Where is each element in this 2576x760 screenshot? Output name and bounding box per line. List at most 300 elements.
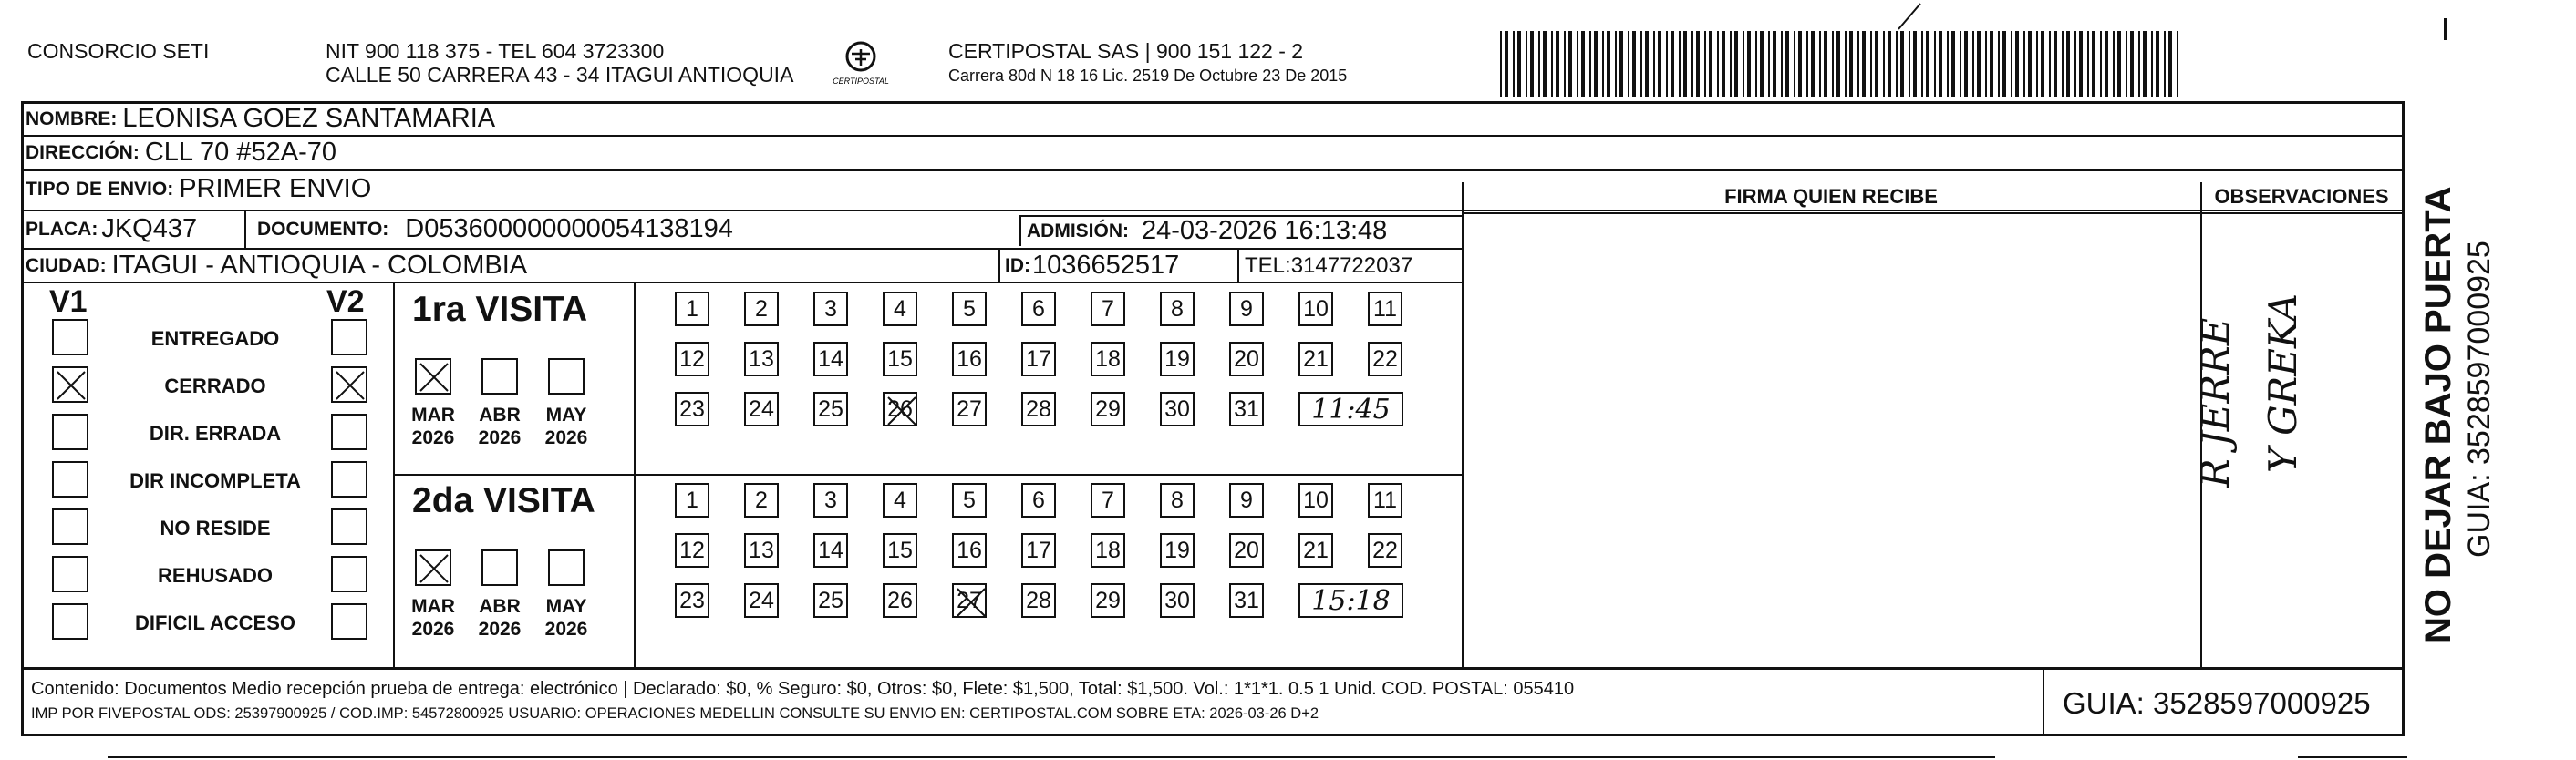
- day-box[interactable]: [1229, 533, 1264, 568]
- corner-mark: [2444, 18, 2447, 40]
- day-number: 14: [818, 537, 843, 563]
- barcode-bar: [1773, 31, 1776, 97]
- license-line: Carrera 80d N 18 16 Lic. 2519 De Octubre 23 De 2015: [948, 67, 1348, 85]
- day-number: 19: [1164, 537, 1190, 563]
- barcode-bar: [1513, 31, 1515, 97]
- side-guia: GUIA: 3528597000925: [2462, 241, 2497, 558]
- day-box[interactable]: [1298, 292, 1333, 326]
- day-number: 25: [818, 395, 843, 422]
- day-number: 23: [679, 587, 705, 613]
- barcode-bar: [1683, 31, 1687, 97]
- day-box[interactable]: [744, 292, 779, 326]
- day-box[interactable]: [952, 533, 987, 568]
- v2-header: V2: [326, 284, 365, 319]
- barcode-bar: [1960, 31, 1961, 97]
- day-number: 1: [686, 295, 698, 322]
- x-mark-icon: [886, 395, 917, 426]
- barcode-bar: [2036, 31, 2038, 97]
- day-box[interactable]: [1091, 392, 1125, 426]
- barcode-bar: [1517, 31, 1521, 97]
- side-warning: NO DEJAR BAJO PUERTA: [2418, 186, 2458, 643]
- barcode-bar: [1743, 31, 1744, 97]
- barcode-bar: [2054, 31, 2057, 97]
- month-checkbox[interactable]: [548, 549, 585, 586]
- ciudad-label: CIUDAD:: [26, 254, 107, 276]
- barcode-bar: [1896, 31, 1898, 97]
- barcode-bar: [1602, 31, 1604, 97]
- day-box[interactable]: [1298, 533, 1333, 568]
- barcode-bar: [1556, 31, 1559, 97]
- x-mark-icon: [419, 362, 450, 393]
- barcode-bar: [1615, 31, 1617, 97]
- day-number: 14: [818, 345, 843, 372]
- barcode-bar: [1717, 31, 1719, 97]
- direccion-label: DIRECCIÓN:: [26, 141, 140, 163]
- barcode-bar: [1875, 31, 1878, 97]
- day-box[interactable]: [1160, 342, 1195, 376]
- day-number: 20: [1234, 345, 1259, 372]
- day-box[interactable]: [1160, 483, 1195, 518]
- time-box[interactable]: [1298, 583, 1403, 618]
- barcode-bar: [1888, 31, 1891, 97]
- barcode-bar: [2015, 31, 2019, 97]
- day-number: 24: [749, 587, 774, 613]
- day-box[interactable]: [1229, 292, 1264, 326]
- day-box[interactable]: [1021, 483, 1056, 518]
- barcode-bar: [1704, 31, 1706, 97]
- day-box[interactable]: [1021, 392, 1056, 426]
- id-value: 1036652517: [1032, 251, 1180, 280]
- day-box[interactable]: [952, 292, 987, 326]
- month-label: [401, 404, 465, 449]
- day-box[interactable]: [883, 533, 917, 568]
- day-box[interactable]: [1160, 583, 1195, 618]
- x-mark-icon: [956, 587, 987, 618]
- month-name: MAY: [545, 405, 587, 426]
- v2-checkbox[interactable]: [331, 556, 367, 592]
- month-year: 2026: [544, 427, 588, 448]
- month-year: 2026: [411, 427, 455, 448]
- day-box[interactable]: [1021, 342, 1056, 376]
- visit-separator: [393, 474, 1462, 476]
- day-number: 19: [1164, 345, 1190, 372]
- barcode-bar: [2066, 31, 2070, 97]
- barcode-bar: [1696, 31, 1700, 97]
- barcode-bar: [1671, 31, 1674, 97]
- barcode-bar: [2126, 31, 2127, 97]
- documento-value: D053600000000054138194: [405, 214, 733, 243]
- day-number: 10: [1303, 487, 1329, 513]
- day-number: 12: [679, 537, 705, 563]
- certipostal-logo: [828, 38, 894, 91]
- day-box[interactable]: [813, 392, 848, 426]
- id-divider: [998, 248, 1000, 282]
- barcode-bar: [2117, 31, 2121, 97]
- barcode-bar: [1921, 31, 1923, 97]
- day-box[interactable]: [744, 583, 779, 618]
- status-label: ENTREGADO: [150, 327, 280, 350]
- day-box[interactable]: [1229, 342, 1264, 376]
- barcode-bar: [2074, 31, 2076, 97]
- barcode-bar: [1849, 31, 1853, 97]
- day-number: 30: [1164, 395, 1190, 422]
- day-box[interactable]: [1368, 483, 1402, 518]
- barcode-bar: [1845, 31, 1847, 97]
- barcode-bar: [2177, 31, 2178, 97]
- day-box[interactable]: [952, 392, 987, 426]
- day-box[interactable]: [883, 392, 917, 426]
- day-box[interactable]: [1091, 342, 1125, 376]
- month-label: [534, 595, 598, 641]
- barcode-bar: [1538, 31, 1540, 97]
- barcode-bar: [1794, 31, 1795, 97]
- day-box[interactable]: [1298, 342, 1333, 376]
- observacion-line-2: Y GREKA: [2260, 293, 2305, 473]
- day-number: 17: [1026, 345, 1051, 372]
- visit-title: 1ra VISITA: [412, 290, 588, 329]
- day-box[interactable]: [952, 483, 987, 518]
- month-checkbox[interactable]: [415, 549, 451, 586]
- tel-label: TEL:: [1245, 252, 1291, 278]
- day-number: 27: [957, 587, 982, 613]
- day-box[interactable]: [1160, 292, 1195, 326]
- day-number: 10: [1303, 295, 1329, 322]
- handwritten-time: 15:18: [1311, 584, 1391, 617]
- barcode-bar: [2164, 31, 2166, 97]
- barcode-bar: [1666, 31, 1668, 97]
- status-label: DIR INCOMPLETA: [129, 469, 301, 492]
- barcode-bar: [2002, 31, 2006, 97]
- visit-title: 2da VISITA: [412, 481, 595, 520]
- day-box[interactable]: [1160, 392, 1195, 426]
- barcode-bar: [1947, 31, 1949, 97]
- observaciones-header: OBSERVACIONES: [2214, 185, 2389, 208]
- day-number: 26: [887, 587, 913, 613]
- status-label: DIR. ERRADA: [149, 422, 282, 445]
- barcode-bar: [1679, 31, 1681, 97]
- status-label: CERRADO: [164, 375, 266, 397]
- barcode-bar: [1939, 31, 1942, 97]
- month-name: MAR: [411, 596, 455, 617]
- v1-header: V1: [49, 284, 88, 319]
- day-number: 16: [957, 537, 982, 563]
- barcode-bar: [1857, 31, 1859, 97]
- day-box[interactable]: [813, 583, 848, 618]
- barcode-bar: [1543, 31, 1547, 97]
- month-name: ABR: [479, 596, 521, 617]
- barcode-bar: [1645, 31, 1649, 97]
- barcode-bar: [1870, 31, 1872, 97]
- barcode-bar: [1926, 31, 1929, 97]
- month-label: [401, 595, 465, 641]
- barcode-bar: [2143, 31, 2147, 97]
- day-number: 22: [1372, 537, 1398, 563]
- month-label: [468, 404, 532, 449]
- day-number: 22: [1372, 345, 1398, 372]
- barcode-bar: [1589, 31, 1591, 97]
- barcode-bar: [1951, 31, 1955, 97]
- day-box[interactable]: [744, 392, 779, 426]
- day-number: 1: [686, 487, 698, 513]
- day-number: 31: [1234, 587, 1259, 613]
- barcode-bar: [1730, 31, 1732, 97]
- day-number: 24: [749, 395, 774, 422]
- month-year: 2026: [478, 427, 522, 448]
- day-number: 11: [1373, 487, 1397, 513]
- barcode-bar: [1709, 31, 1712, 97]
- x-mark-icon: [335, 370, 366, 401]
- day-box[interactable]: [1368, 533, 1402, 568]
- day-box[interactable]: [1091, 583, 1125, 618]
- barcode-bar: [2105, 31, 2108, 97]
- barcode-bar: [1768, 31, 1770, 97]
- rule: [23, 282, 1462, 283]
- day-box[interactable]: [1021, 583, 1056, 618]
- barcode-bar: [1819, 31, 1821, 97]
- x-mark-icon: [419, 553, 450, 584]
- day-box[interactable]: [675, 483, 709, 518]
- day-number: 3: [824, 487, 837, 513]
- observaciones-handwriting: [2193, 214, 2403, 667]
- day-number: 3: [824, 295, 837, 322]
- barcode-bar: [1998, 31, 2000, 97]
- barcode-bar: [1862, 31, 1866, 97]
- day-box[interactable]: [1160, 533, 1195, 568]
- day-number: 9: [1240, 487, 1253, 513]
- day-number: 28: [1026, 395, 1051, 422]
- barcode-bar: [2092, 31, 2095, 97]
- day-box[interactable]: [1091, 292, 1125, 326]
- day-number: 15: [887, 345, 913, 372]
- company-name: CONSORCIO SETI: [27, 39, 210, 63]
- barcode-bar: [1964, 31, 1968, 97]
- v2-checkbox[interactable]: [331, 603, 367, 640]
- barcode-bar: [2113, 31, 2115, 97]
- barcode-bar: [1755, 31, 1757, 97]
- barcode-bar: [2062, 31, 2064, 97]
- v2-checkbox[interactable]: [331, 319, 367, 355]
- barcode-bar: [1972, 31, 1974, 97]
- barcode-bar: [1691, 31, 1693, 97]
- footer-line-2: IMP POR FIVEPOSTAL ODS: 25397900925 / COD.IMP: 54572800925 USUARIO: OPERACIONES MEDELLIN CONSULTE SU ENVIO EN: CERTIPOSTAL.COM SOBRE ETA: 2026-03-26 D+2: [31, 705, 1319, 722]
- day-box[interactable]: [675, 583, 709, 618]
- day-number: 28: [1026, 587, 1051, 613]
- barcode-bar: [1785, 31, 1789, 97]
- day-box[interactable]: [1229, 583, 1264, 618]
- barcode-bar: [1568, 31, 1572, 97]
- barcode-bar: [2028, 31, 2032, 97]
- ciudad-value: ITAGUI - ANTIOQUIA - COLOMBIA: [111, 251, 528, 280]
- admision-value: 24-03-2026 16:13:48: [1142, 216, 1388, 245]
- day-number: 2: [755, 295, 768, 322]
- barcode-bar: [1607, 31, 1610, 97]
- day-box[interactable]: [883, 483, 917, 518]
- day-number: 8: [1171, 295, 1184, 322]
- day-box[interactable]: [1091, 483, 1125, 518]
- day-box[interactable]: [883, 583, 917, 618]
- placa-value: JKQ437: [101, 214, 198, 243]
- day-box[interactable]: [744, 483, 779, 518]
- nombre-value: LEONISA GOEZ SANTAMARIA: [122, 104, 496, 133]
- tel-value: 3147722037: [1290, 252, 1413, 278]
- barcode-bar: [1934, 31, 1936, 97]
- day-number: 21: [1303, 537, 1329, 563]
- barcode-bar: [1530, 31, 1534, 97]
- day-number: 27: [957, 395, 982, 422]
- day-box[interactable]: [675, 292, 709, 326]
- barcode-bar: [1581, 31, 1585, 97]
- direccion-value: CLL 70 #52A-70: [144, 138, 336, 167]
- day-box[interactable]: [1368, 292, 1402, 326]
- day-number: 13: [749, 537, 774, 563]
- footer-line-1: Contenido: Documentos Medio recepción prueba de entrega: electrónico | Declarado: $0, % Seguro: $0, Otros: $0, Flete: $1,500, Total: $1,500. Vol.: 1*1*1. 0.5 1 Unid. COD. POSTAL: 055410: [31, 679, 1575, 699]
- rule: [23, 210, 2403, 211]
- rule: [23, 135, 2403, 137]
- tipo-envio-value: PRIMER ENVIO: [179, 174, 372, 203]
- day-box[interactable]: [813, 292, 848, 326]
- tel-row: [1245, 250, 1412, 282]
- id-row: [1005, 250, 1179, 282]
- tear-line: [108, 756, 1995, 758]
- admision-label: ADMISIÓN:: [1027, 220, 1129, 241]
- day-box[interactable]: [813, 483, 848, 518]
- month-name: MAY: [545, 596, 587, 617]
- day-number: 6: [1032, 487, 1045, 513]
- day-number: 21: [1303, 345, 1329, 372]
- time-box[interactable]: [1298, 392, 1403, 426]
- day-box[interactable]: [1021, 533, 1056, 568]
- barcode-bar: [2079, 31, 2083, 97]
- barcode-bar: [1505, 31, 1508, 97]
- placa-row: [26, 213, 197, 245]
- barcode-bar: [1526, 31, 1527, 97]
- barcode-bar: [2156, 31, 2159, 97]
- day-number: 8: [1171, 487, 1184, 513]
- day-number: 9: [1240, 295, 1253, 322]
- day-box[interactable]: [813, 533, 848, 568]
- day-box[interactable]: [1229, 392, 1264, 426]
- barcode-bar: [1900, 31, 1904, 97]
- day-box[interactable]: [952, 342, 987, 376]
- day-box[interactable]: [1368, 342, 1402, 376]
- barcode-bar: [1985, 31, 1987, 97]
- v2-checkbox[interactable]: [331, 366, 367, 403]
- obs-col-right: [2403, 169, 2405, 671]
- documento-row: [257, 213, 733, 245]
- day-number: 31: [1234, 395, 1259, 422]
- month-checkbox[interactable]: [548, 358, 585, 395]
- barcode-bar: [2151, 31, 2153, 97]
- day-number: 18: [1095, 537, 1121, 563]
- firma-col-divider: [1462, 182, 1464, 669]
- ciudad-row: [26, 250, 527, 282]
- barcode-bar: [1990, 31, 1993, 97]
- day-number: 4: [894, 295, 906, 322]
- day-box[interactable]: [883, 292, 917, 326]
- day-number: 7: [1102, 295, 1114, 322]
- barcode-bar: [2041, 31, 2044, 97]
- id-label: ID:: [1005, 254, 1030, 276]
- footer-guia: GUIA: 3528597000925: [2063, 686, 2371, 720]
- status-label: NO RESIDE: [160, 517, 271, 539]
- day-box[interactable]: [952, 583, 987, 618]
- barcode-bar: [1722, 31, 1725, 97]
- month-year: 2026: [544, 619, 588, 640]
- barcode-bar: [1747, 31, 1751, 97]
- v2-checkbox[interactable]: [331, 414, 367, 450]
- barcode-bar: [1632, 31, 1636, 97]
- direccion-row: [26, 137, 336, 169]
- barcode-bar: [1832, 31, 1834, 97]
- placa-label: PLACA:: [26, 218, 98, 240]
- month-checkbox[interactable]: [481, 549, 518, 586]
- day-number: 23: [679, 395, 705, 422]
- barcode-bar: [1640, 31, 1642, 97]
- day-box[interactable]: [744, 342, 779, 376]
- barcode: [1500, 31, 2184, 97]
- day-box[interactable]: [1091, 533, 1125, 568]
- day-number: 5: [963, 295, 976, 322]
- barcode-bar: [1824, 31, 1827, 97]
- barcode-bar: [2130, 31, 2134, 97]
- footer-guia-divider: [2043, 669, 2044, 734]
- tear-line: [2298, 756, 2407, 758]
- address-line: CALLE 50 CARRERA 43 - 34 ITAGUI ANTIOQUIA: [326, 63, 794, 87]
- day-number: 6: [1032, 295, 1045, 322]
- day-number: 29: [1095, 587, 1121, 613]
- day-box[interactable]: [675, 392, 709, 426]
- barcode-bar: [2168, 31, 2172, 97]
- day-number: 18: [1095, 345, 1121, 372]
- barcode-bar: [1619, 31, 1623, 97]
- status-label: DIFICIL ACCESO: [134, 611, 295, 634]
- barcode-bar: [2011, 31, 2012, 97]
- barcode-bar: [1836, 31, 1840, 97]
- barcode-pen-stroke: [1897, 0, 1924, 31]
- barcode-bar: [1628, 31, 1629, 97]
- carrier-line: CERTIPOSTAL SAS | 900 151 122 - 2: [948, 39, 1304, 63]
- day-number: 20: [1234, 537, 1259, 563]
- barcode-bar: [2087, 31, 2089, 97]
- v2-checkbox[interactable]: [331, 461, 367, 498]
- month-checkbox[interactable]: [415, 358, 451, 395]
- barcode-bar: [1734, 31, 1738, 97]
- day-number: 26: [887, 395, 913, 422]
- day-number: 25: [818, 587, 843, 613]
- day-box[interactable]: [675, 342, 709, 376]
- barcode-bar: [1977, 31, 1981, 97]
- day-box[interactable]: [1021, 292, 1056, 326]
- month-name: MAR: [411, 405, 455, 426]
- rule: [23, 169, 2403, 171]
- day-box[interactable]: [675, 533, 709, 568]
- barcode-bar: [1551, 31, 1553, 97]
- day-box[interactable]: [813, 342, 848, 376]
- month-label: [468, 595, 532, 641]
- day-box[interactable]: [883, 342, 917, 376]
- day-box[interactable]: [744, 533, 779, 568]
- v2-checkbox[interactable]: [331, 508, 367, 545]
- barcode-bar: [1781, 31, 1783, 97]
- day-number: 12: [679, 345, 705, 372]
- month-checkbox[interactable]: [481, 358, 518, 395]
- barcode-bar: [1500, 31, 1502, 97]
- day-number: 5: [963, 487, 976, 513]
- barcode-bar: [1577, 31, 1578, 97]
- day-box[interactable]: [1229, 483, 1264, 518]
- day-box[interactable]: [1298, 483, 1333, 518]
- barcode-bar: [2023, 31, 2025, 97]
